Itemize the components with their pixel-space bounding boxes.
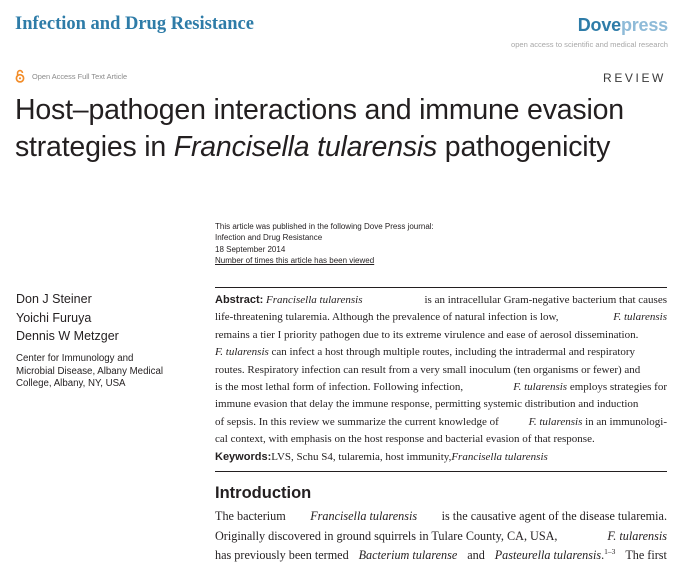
- abstract-label: Abstract:: [215, 294, 264, 306]
- publication-info: [215, 221, 434, 266]
- open-access-lock-icon: [15, 69, 25, 83]
- author-name: Yoichi Furuya: [16, 310, 92, 325]
- introduction-paragraph: The bacterium Francisella tularensis is the causative agent of the disease tularemia. Originally discovered in ground squirrels in Tulare County, CA, USA, F. tularensis has previously been termed Bacterium tularense and Pasteurella tularensis.$^{1-3}$ The first: [215, 509, 667, 563]
- abstract-divider-bottom: [215, 471, 667, 472]
- publisher-logo-dove: Dove: [577, 15, 621, 35]
- citation-ref[interactable]: 1–3: [604, 547, 616, 557]
- title-line-2: strategies in Francisella tularensis pathogenicity: [15, 131, 611, 163]
- author-name: Dennis W Metzger: [16, 329, 119, 343]
- abstract-divider-top: [215, 287, 667, 288]
- title-line-1: Host–pathogen interactions and immune evasion: [15, 94, 624, 126]
- author-list: [16, 290, 119, 346]
- keywords-label: Keywords:: [215, 450, 272, 463]
- section-heading-introduction: Introduction: [215, 484, 312, 502]
- title-species: Francisella tularensis: [173, 131, 438, 163]
- article-type: REVIEW: [603, 71, 666, 85]
- publisher-tagline: open access to scientific and medical research: [510, 40, 668, 49]
- author-name: Don J Steiner: [16, 292, 92, 306]
- article-title: [15, 92, 675, 166]
- open-access-badge: [15, 69, 127, 83]
- publication-note: This article was published in the following Dove Press journal:: [215, 222, 434, 231]
- publisher-logo[interactable]: [578, 15, 668, 36]
- keywords: LVS, Schu S4, tularemia, host immunity,: [271, 450, 452, 463]
- open-access-label: Open Access Full Text Article: [32, 71, 128, 81]
- publication-date: 18 September 2014: [215, 244, 286, 254]
- publisher-logo-press: press: [620, 15, 668, 35]
- journal-name: Infection and Drug Resistance: [15, 14, 254, 34]
- publication-journal: Infection and Drug Resistance: [215, 233, 323, 243]
- abstract: Abstract: Francisella tularensis is an intracellular Gram-negative bacterium that causes life-threatening tularemia. Although the prevalence of natural infection is low, F. tularensis remains a tier I priority pathogen due to its extreme virulence and ease of aerosol dissemination. F. tularensis can infect a host through multiple routes, including the intradermal and respiratory routes. Respiratory infection can result from a very small inoculum (ten organisms or fewer) and is the most lethal form of infection. Following infection, F. tularensis employs strategies for immune evasion that delay the immune response, permitting systemic distribution and induction of sepsis. In this review we summarize the current knowledge of F. tularensis in an immunologi- cal context, with emphasis on the host response and bacterial evasion of that response. Keywords: LVS, Schu S4, tularemia, host immunity, Francisella tularensis: [215, 292, 667, 466]
- author-affiliation: Center for Immunology and Microbial Disease, Albany Medical College, Albany, NY, USA: [16, 353, 163, 390]
- views-count-link[interactable]: Number of times this article has been viewed: [215, 255, 375, 265]
